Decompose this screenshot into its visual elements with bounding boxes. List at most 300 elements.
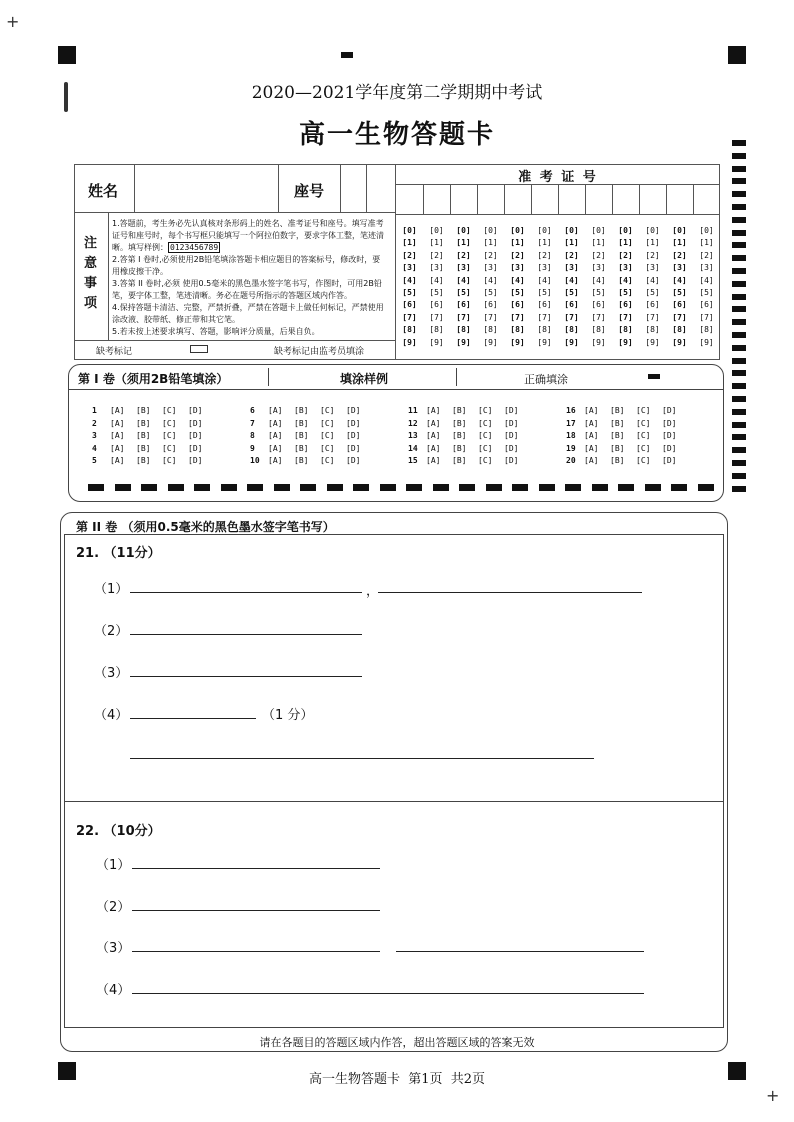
mc-option-bubble[interactable]: [D] xyxy=(504,418,519,428)
ticket-digit-bubble[interactable]: [1] xyxy=(402,238,417,248)
q21-part4-blank-a[interactable] xyxy=(130,718,256,719)
mc-question-row xyxy=(408,431,530,444)
ticket-digit-bubble[interactable]: [6] xyxy=(645,300,660,310)
q22-area[interactable] xyxy=(64,802,724,1028)
ticket-digit-bubble[interactable]: [0] xyxy=(456,226,471,235)
mc-option-bubble[interactable]: [B] xyxy=(136,406,151,415)
card-title: 高一生物答题卡 xyxy=(298,120,495,150)
ticket-digit-bubble[interactable]: [8] xyxy=(618,325,633,335)
mc-option-bubble[interactable]: [B] xyxy=(136,431,151,440)
mc-question-number: 8 xyxy=(250,431,255,440)
absent-label: 缺考标记 xyxy=(96,347,133,357)
mc-option-bubble[interactable]: [A] xyxy=(426,456,441,465)
q22-part2-blank[interactable] xyxy=(132,910,380,911)
timing-mark xyxy=(732,178,746,184)
mc-option-bubble[interactable]: [C] xyxy=(478,443,493,453)
mc-option-bubble[interactable]: [C] xyxy=(478,431,493,440)
ticket-digit-box[interactable] xyxy=(585,185,612,214)
mc-option-bubble[interactable]: [B] xyxy=(610,406,625,415)
ticket-digit-bubble[interactable]: [0] xyxy=(483,226,498,235)
mc-question-row xyxy=(566,431,688,444)
timing-dash xyxy=(698,484,714,491)
ticket-digit-bubble[interactable]: [4] xyxy=(483,275,498,285)
timing-dash xyxy=(459,484,475,491)
ticket-digit-box[interactable] xyxy=(639,185,666,214)
mc-question-row xyxy=(92,419,214,432)
mc-option-bubble[interactable]: [B] xyxy=(610,443,625,453)
ticket-digit-bubble[interactable]: [7] xyxy=(510,312,525,322)
ticket-digit-bubble[interactable]: [7] xyxy=(645,312,660,322)
ticket-digit-bubble[interactable]: [8] xyxy=(402,325,417,335)
mc-option-bubble[interactable]: [C] xyxy=(320,418,335,428)
mc-option-bubble[interactable]: [C] xyxy=(320,443,335,453)
timing-mark xyxy=(732,153,746,159)
ticket-digit-bubble[interactable]: [6] xyxy=(456,300,471,310)
q21-part3-label: （3） xyxy=(94,666,129,681)
ticket-digit-bubble[interactable]: [6] xyxy=(618,300,633,310)
mc-question-row xyxy=(408,406,530,419)
mc-option-bubble[interactable]: [C] xyxy=(636,418,651,428)
mc-option-bubble[interactable]: [B] xyxy=(452,456,467,465)
ticket-digit-bubble[interactable]: [0] xyxy=(645,226,660,235)
mc-option-bubble[interactable]: [D] xyxy=(188,406,203,415)
ticket-digit-bubble[interactable]: [6] xyxy=(564,300,579,310)
ticket-digit-bubble[interactable]: [4] xyxy=(591,275,606,285)
timing-dash xyxy=(141,484,157,491)
mc-option-bubble[interactable]: [A] xyxy=(268,406,283,415)
mc-option-bubble[interactable]: [C] xyxy=(478,418,493,428)
ticket-digit-box[interactable] xyxy=(423,185,450,214)
mc-option-bubble[interactable]: [D] xyxy=(662,443,677,453)
ticket-digit-bubble[interactable]: [1] xyxy=(618,238,633,248)
ticket-digit-bubble[interactable]: [1] xyxy=(456,238,471,248)
mc-question-group xyxy=(92,406,214,469)
q21-part1-blank-b[interactable] xyxy=(378,592,642,593)
ticket-digit-bubble[interactable]: [2] xyxy=(618,250,633,260)
mc-option-bubble[interactable]: [A] xyxy=(426,443,441,453)
ticket-digit-bubble[interactable]: [9] xyxy=(456,337,471,347)
mc-question-row xyxy=(250,431,372,444)
divider xyxy=(74,212,396,213)
q21-part3-blank[interactable] xyxy=(130,676,362,677)
mc-option-bubble[interactable]: [C] xyxy=(636,443,651,453)
q22-part3-blank-b[interactable] xyxy=(396,951,644,952)
ticket-digit-box[interactable] xyxy=(531,185,558,214)
ticket-digit-bubble[interactable]: [2] xyxy=(483,250,498,260)
q22-part3-blank-a[interactable] xyxy=(132,951,380,952)
mc-option-bubble[interactable]: [D] xyxy=(662,456,677,465)
ticket-bubble-column xyxy=(504,225,531,349)
divider xyxy=(268,368,269,386)
ticket-digit-box[interactable] xyxy=(450,185,477,214)
ticket-digit-bubble[interactable]: [8] xyxy=(429,325,444,335)
ticket-digit-bubble[interactable]: [4] xyxy=(456,275,471,285)
mc-question-number: 18 xyxy=(566,431,576,440)
ticket-bubble-column xyxy=(396,225,423,349)
ticket-digit-bubble[interactable]: [7] xyxy=(618,312,633,322)
ticket-digit-bubble[interactable]: [6] xyxy=(537,300,552,310)
mc-option-bubble[interactable]: [A] xyxy=(584,406,599,415)
mc-option-bubble[interactable]: [C] xyxy=(162,431,177,440)
mc-option-bubble[interactable]: [B] xyxy=(294,418,309,428)
mc-option-bubble[interactable]: [A] xyxy=(110,443,125,453)
ticket-digit-bubble[interactable]: [4] xyxy=(672,275,687,285)
ticket-digit-bubble[interactable]: [3] xyxy=(483,263,498,273)
answer-area-warning: 请在各题目的答题区域内作答，超出答题区域的答案无效 xyxy=(259,1036,535,1049)
ticket-digit-bubble[interactable]: [1] xyxy=(510,238,525,248)
mc-option-bubble[interactable]: [B] xyxy=(452,406,467,415)
q21-part4-score: （1 分） xyxy=(262,708,314,723)
mc-question-number: 15 xyxy=(408,456,418,465)
mc-question-row xyxy=(250,456,372,469)
ticket-bubble-column xyxy=(585,225,612,349)
mc-option-bubble[interactable]: [B] xyxy=(452,431,467,440)
ticket-digit-bubble[interactable]: [9] xyxy=(402,337,417,347)
ticket-digit-bubble[interactable]: [7] xyxy=(402,312,417,322)
timing-mark xyxy=(732,217,746,223)
ticket-digit-bubble[interactable]: [4] xyxy=(699,275,714,285)
mc-option-bubble[interactable]: [B] xyxy=(294,443,309,453)
ticket-digit-bubble[interactable]: [9] xyxy=(618,337,633,347)
mc-option-bubble[interactable]: [A] xyxy=(426,431,441,440)
mc-option-bubble[interactable]: [B] xyxy=(136,443,151,453)
ticket-digit-bubble[interactable]: [6] xyxy=(672,300,687,310)
mc-question-row xyxy=(566,444,688,457)
ticket-digit-bubble[interactable]: [5] xyxy=(429,288,444,298)
ticket-digit-box[interactable] xyxy=(666,185,693,214)
mc-option-bubble[interactable]: [C] xyxy=(162,456,177,465)
ticket-digit-bubble[interactable]: [3] xyxy=(645,263,660,273)
ticket-digit-bubble[interactable]: [8] xyxy=(483,325,498,335)
ticket-digit-bubble[interactable]: [4] xyxy=(429,275,444,285)
mc-option-bubble[interactable]: [D] xyxy=(662,431,677,440)
ticket-digit-bubble[interactable]: [4] xyxy=(510,275,525,285)
mc-option-bubble[interactable]: [D] xyxy=(346,456,361,465)
ticket-digit-bubble[interactable]: [3] xyxy=(564,263,579,273)
mc-question-row xyxy=(408,419,530,432)
timing-mark xyxy=(732,396,746,402)
mc-option-bubble[interactable]: [C] xyxy=(478,406,493,415)
ticket-digit-bubble[interactable]: [6] xyxy=(483,300,498,310)
ticket-digit-bubble[interactable]: [7] xyxy=(591,312,606,322)
mc-option-bubble[interactable]: [D] xyxy=(346,418,361,428)
q21-comma: ， xyxy=(366,584,380,599)
mc-option-bubble[interactable]: [A] xyxy=(584,431,599,440)
mc-question-row xyxy=(408,444,530,457)
ticket-digit-bubble[interactable]: [4] xyxy=(645,275,660,285)
q21-part4-label: （4） xyxy=(94,708,129,723)
ticket-digit-bubble[interactable]: [9] xyxy=(699,337,714,347)
timing-dash xyxy=(406,484,422,491)
ticket-digit-bubble[interactable]: [1] xyxy=(591,238,606,248)
ticket-digit-bubble[interactable]: [9] xyxy=(537,337,552,347)
ticket-digit-bubble[interactable]: [3] xyxy=(537,263,552,273)
ticket-digit-bubble[interactable]: [2] xyxy=(402,250,417,260)
ticket-digit-bubble[interactable]: [8] xyxy=(591,325,606,335)
mc-option-bubble[interactable]: [D] xyxy=(188,418,203,428)
mc-option-bubble[interactable]: [A] xyxy=(268,418,283,428)
ticket-digit-bubble[interactable]: [0] xyxy=(699,226,714,235)
mc-option-bubble[interactable]: [A] xyxy=(584,443,599,453)
q22-part3-label: （3） xyxy=(96,941,131,956)
ticket-digit-bubble[interactable]: [9] xyxy=(483,337,498,347)
ticket-digit-box[interactable] xyxy=(396,185,423,214)
ticket-digit-bubble[interactable]: [0] xyxy=(402,226,417,235)
mc-question-number: 14 xyxy=(408,443,418,453)
mc-option-bubble[interactable]: [B] xyxy=(136,418,151,428)
timing-mark xyxy=(732,383,746,389)
mc-option-bubble[interactable]: [C] xyxy=(162,418,177,428)
mc-option-bubble[interactable]: [B] xyxy=(610,456,625,465)
timing-mark xyxy=(732,447,746,453)
ticket-digit-bubble[interactable]: [5] xyxy=(483,288,498,298)
ticket-digit-bubble[interactable]: [3] xyxy=(591,263,606,273)
mc-option-bubble[interactable]: [A] xyxy=(584,418,599,428)
mc-question-group xyxy=(250,406,372,469)
ticket-digit-bubble[interactable]: [1] xyxy=(564,238,579,248)
mc-option-bubble[interactable]: [A] xyxy=(268,456,283,465)
ticket-digit-bubble[interactable]: [6] xyxy=(591,300,606,310)
divider xyxy=(134,164,135,212)
ticket-digit-bubble[interactable]: [0] xyxy=(672,226,687,235)
ticket-digit-bubble[interactable]: [0] xyxy=(591,226,606,235)
notes-list xyxy=(112,218,388,338)
ticket-digit-box[interactable] xyxy=(504,185,531,214)
mc-option-bubble[interactable]: [A] xyxy=(268,443,283,453)
timing-mark xyxy=(732,434,746,440)
ticket-digit-bubble[interactable]: [0] xyxy=(510,226,525,235)
mc-option-bubble[interactable]: [B] xyxy=(294,456,309,465)
ticket-digit-bubble[interactable]: [3] xyxy=(402,263,417,273)
ticket-digit-bubble[interactable]: [2] xyxy=(537,250,552,260)
timing-mark xyxy=(732,268,746,274)
ticket-digit-box[interactable] xyxy=(558,185,585,214)
top-center-mark xyxy=(341,52,353,58)
divider xyxy=(108,212,109,340)
timing-mark xyxy=(732,255,746,261)
mc-option-bubble[interactable]: [C] xyxy=(478,456,493,465)
ticket-digit-bubble[interactable]: [2] xyxy=(699,250,714,260)
ticket-digit-bubble[interactable]: [1] xyxy=(645,238,660,248)
absent-checkbox[interactable] xyxy=(190,345,208,353)
mc-option-bubble[interactable]: [D] xyxy=(662,418,677,428)
name-field[interactable] xyxy=(136,166,276,210)
mc-question-number: 1 xyxy=(92,406,97,415)
ticket-digit-bubble[interactable]: [8] xyxy=(456,325,471,335)
ticket-digit-bubble[interactable]: [4] xyxy=(537,275,552,285)
ticket-digit-bubble[interactable]: [1] xyxy=(537,238,552,248)
note-item: 3.答第 II 卷时,必须 使用0.5毫米的黑色墨水签字笔书写，作图时，可用2B铅笔，要字体工整，笔迹清晰。务必在题号所指示的答题区域内作答。 xyxy=(112,279,382,300)
mc-option-bubble[interactable]: [A] xyxy=(426,406,441,415)
ticket-digit-bubble[interactable]: [2] xyxy=(564,250,579,260)
mc-option-bubble[interactable]: [A] xyxy=(110,418,125,428)
mc-question-number: 12 xyxy=(408,418,418,428)
ticket-digit-bubble[interactable]: [7] xyxy=(672,312,687,322)
q21-area[interactable] xyxy=(64,534,724,802)
ticket-digit-box[interactable] xyxy=(693,185,720,214)
timing-mark xyxy=(732,166,746,172)
ticket-digit-bubble[interactable]: [8] xyxy=(510,325,525,335)
sample-label: 填涂样例 xyxy=(340,372,389,386)
ticket-digit-bubble[interactable]: [3] xyxy=(672,263,687,273)
ticket-digit-bubble[interactable]: [4] xyxy=(402,275,417,285)
mc-option-bubble[interactable]: [B] xyxy=(294,431,309,440)
ticket-digit-bubble[interactable]: [6] xyxy=(699,300,714,310)
ticket-digit-bubble[interactable]: [1] xyxy=(672,238,687,248)
mc-option-bubble[interactable]: [C] xyxy=(320,431,335,440)
ticket-bubble-column xyxy=(612,225,639,349)
ticket-digit-box[interactable] xyxy=(477,185,504,214)
mc-option-bubble[interactable]: [B] xyxy=(452,443,467,453)
ticket-digit-bubble[interactable]: [2] xyxy=(672,250,687,260)
ticket-digit-bubble[interactable]: [0] xyxy=(564,226,579,235)
mc-option-bubble[interactable]: [D] xyxy=(662,406,677,415)
ticket-digit-bubble[interactable]: [1] xyxy=(483,238,498,248)
ticket-digit-bubble[interactable]: [5] xyxy=(672,288,687,298)
ticket-digit-bubble[interactable]: [9] xyxy=(429,337,444,347)
ticket-digit-bubble[interactable]: [8] xyxy=(699,325,714,335)
ticket-digit-bubble[interactable]: [9] xyxy=(564,337,579,347)
ticket-bubble-column xyxy=(666,225,693,349)
ticket-digit-bubble[interactable]: [3] xyxy=(456,263,471,273)
registration-cross-top-left: + xyxy=(6,12,20,31)
ticket-digit-bubble[interactable]: [5] xyxy=(402,288,417,298)
timing-dash xyxy=(88,484,104,491)
mc-option-bubble[interactable]: [B] xyxy=(452,418,467,428)
ticket-digit-bubble[interactable]: [7] xyxy=(429,312,444,322)
mc-option-bubble[interactable]: [D] xyxy=(504,431,519,440)
mc-option-bubble[interactable]: [D] xyxy=(504,443,519,453)
ticket-digit-bubble[interactable]: [1] xyxy=(429,238,444,248)
ticket-digit-bubble[interactable]: [4] xyxy=(564,275,579,285)
q21-part4-blank-b[interactable] xyxy=(130,758,594,759)
mc-option-bubble[interactable]: [B] xyxy=(610,431,625,440)
ticket-digit-bubble[interactable]: [3] xyxy=(618,263,633,273)
notes-label: 注 意 事 项 xyxy=(84,236,98,311)
ticket-digit-bubble[interactable]: [5] xyxy=(456,288,471,298)
ticket-digit-bubble[interactable]: [1] xyxy=(699,238,714,248)
mc-option-bubble[interactable]: [A] xyxy=(268,431,283,440)
note-item: 2.答第 I 卷时,必须使用2B铅笔填涂答题卡相应题目的答案标号，修改时，要用橡皮擦干净。 xyxy=(112,255,381,276)
mc-option-bubble[interactable]: [A] xyxy=(426,418,441,428)
q21-part2-blank[interactable] xyxy=(130,634,362,635)
ticket-digit-bubble[interactable]: [2] xyxy=(645,250,660,260)
ticket-digit-bubble[interactable]: [7] xyxy=(456,312,471,322)
q22-part1-blank[interactable] xyxy=(132,868,380,869)
mc-option-bubble[interactable]: [C] xyxy=(320,406,335,415)
ticket-digit-bubble[interactable]: [5] xyxy=(510,288,525,298)
corner-mark-top-left xyxy=(58,46,76,64)
ticket-digit-bubble[interactable]: [7] xyxy=(483,312,498,322)
ticket-digit-box[interactable] xyxy=(612,185,639,214)
mc-option-bubble[interactable]: [C] xyxy=(162,406,177,415)
timing-dash xyxy=(592,484,608,491)
ticket-digit-bubble[interactable]: [6] xyxy=(510,300,525,310)
correct-fill-label: 正确填涂 xyxy=(524,373,568,386)
ticket-digit-bubble[interactable]: [4] xyxy=(618,275,633,285)
mc-option-bubble[interactable]: [C] xyxy=(162,443,177,453)
mc-option-bubble[interactable]: [C] xyxy=(636,406,651,415)
note-item: 4.保持答题卡清洁、完整，严禁折叠，严禁在答题卡上做任何标记，严禁使用涂改液、胶带纸、修正带和其它笔。 xyxy=(112,303,384,324)
ticket-digit-bubble[interactable]: [5] xyxy=(699,288,714,298)
ticket-digit-bubble[interactable]: [5] xyxy=(645,288,660,298)
mc-option-bubble[interactable]: [B] xyxy=(136,456,151,465)
mc-option-bubble[interactable]: [C] xyxy=(636,431,651,440)
ticket-digit-bubble[interactable]: [8] xyxy=(672,325,687,335)
mc-option-bubble[interactable]: [D] xyxy=(188,431,203,440)
q22-part4-blank[interactable] xyxy=(132,993,644,994)
mc-option-bubble[interactable]: [A] xyxy=(584,456,599,465)
ticket-digit-bubble[interactable]: [2] xyxy=(510,250,525,260)
ticket-digit-bubble[interactable]: [0] xyxy=(618,226,633,235)
ticket-digit-bubble[interactable]: [8] xyxy=(564,325,579,335)
ticket-digit-bubble[interactable]: [5] xyxy=(537,288,552,298)
mc-option-bubble[interactable]: [A] xyxy=(110,431,125,440)
q22-title: 22. （10分） xyxy=(76,824,161,839)
mc-option-bubble[interactable]: [D] xyxy=(346,431,361,440)
timing-dash xyxy=(168,484,184,491)
q21-part1-blank-a[interactable] xyxy=(130,592,362,593)
mc-option-bubble[interactable]: [B] xyxy=(610,418,625,428)
ticket-digit-bubble[interactable]: [9] xyxy=(645,337,660,347)
mc-option-bubble[interactable]: [D] xyxy=(504,456,519,465)
correct-fill-sample xyxy=(648,374,660,379)
ticket-digit-bubble[interactable]: [8] xyxy=(645,325,660,335)
ticket-digit-bubble[interactable]: [3] xyxy=(429,263,444,273)
mc-question-number: 4 xyxy=(92,443,97,453)
ticket-digit-bubble[interactable]: [7] xyxy=(699,312,714,322)
mc-option-bubble[interactable]: [B] xyxy=(294,406,309,415)
ticket-digit-bubble[interactable]: [2] xyxy=(456,250,471,260)
ticket-digit-bubble[interactable]: [0] xyxy=(429,226,444,235)
mc-option-bubble[interactable]: [D] xyxy=(188,443,203,453)
seat-field[interactable] xyxy=(342,166,394,210)
section2-title: 第 II 卷 （须用0.5毫米的黑色墨水签字笔书写） xyxy=(76,520,335,534)
timing-dash xyxy=(353,484,369,491)
mc-question-number: 2 xyxy=(92,418,97,428)
ticket-digit-bubble[interactable]: [9] xyxy=(510,337,525,347)
mc-option-bubble[interactable]: [D] xyxy=(504,406,519,415)
ticket-number-label: 准 考 证 号 xyxy=(518,170,598,185)
ticket-digit-bubble[interactable]: [2] xyxy=(591,250,606,260)
mc-option-bubble[interactable]: [C] xyxy=(320,456,335,465)
timing-mark xyxy=(732,140,746,146)
ticket-digit-bubble[interactable]: [8] xyxy=(537,325,552,335)
ticket-digit-bubble[interactable]: [6] xyxy=(429,300,444,310)
ticket-digit-bubble[interactable]: [2] xyxy=(429,250,444,260)
ticket-digit-bubble[interactable]: [9] xyxy=(672,337,687,347)
ticket-digit-bubble[interactable]: [3] xyxy=(699,263,714,273)
ticket-digit-bubble[interactable]: [9] xyxy=(591,337,606,347)
ticket-digit-bubble[interactable]: [5] xyxy=(618,288,633,298)
ticket-digit-bubble[interactable]: [5] xyxy=(591,288,606,298)
timing-mark xyxy=(732,473,746,479)
ticket-digit-bubble[interactable]: [0] xyxy=(537,226,552,235)
ticket-digit-bubble[interactable]: [3] xyxy=(510,263,525,273)
timing-mark xyxy=(732,409,746,415)
mc-option-bubble[interactable]: [A] xyxy=(110,456,125,465)
ticket-digit-bubble[interactable]: [5] xyxy=(564,288,579,298)
ticket-digit-bubble[interactable]: [6] xyxy=(402,300,417,310)
mc-option-bubble[interactable]: [A] xyxy=(110,406,125,415)
mc-option-bubble[interactable]: [D] xyxy=(188,456,203,465)
mc-option-bubble[interactable]: [D] xyxy=(346,406,361,415)
timing-dash xyxy=(618,484,634,491)
mc-option-bubble[interactable]: [D] xyxy=(346,443,361,453)
mc-option-bubble[interactable]: [C] xyxy=(636,456,651,465)
ticket-digit-bubble[interactable]: [7] xyxy=(537,312,552,322)
ticket-digit-bubble[interactable]: [7] xyxy=(564,312,579,322)
